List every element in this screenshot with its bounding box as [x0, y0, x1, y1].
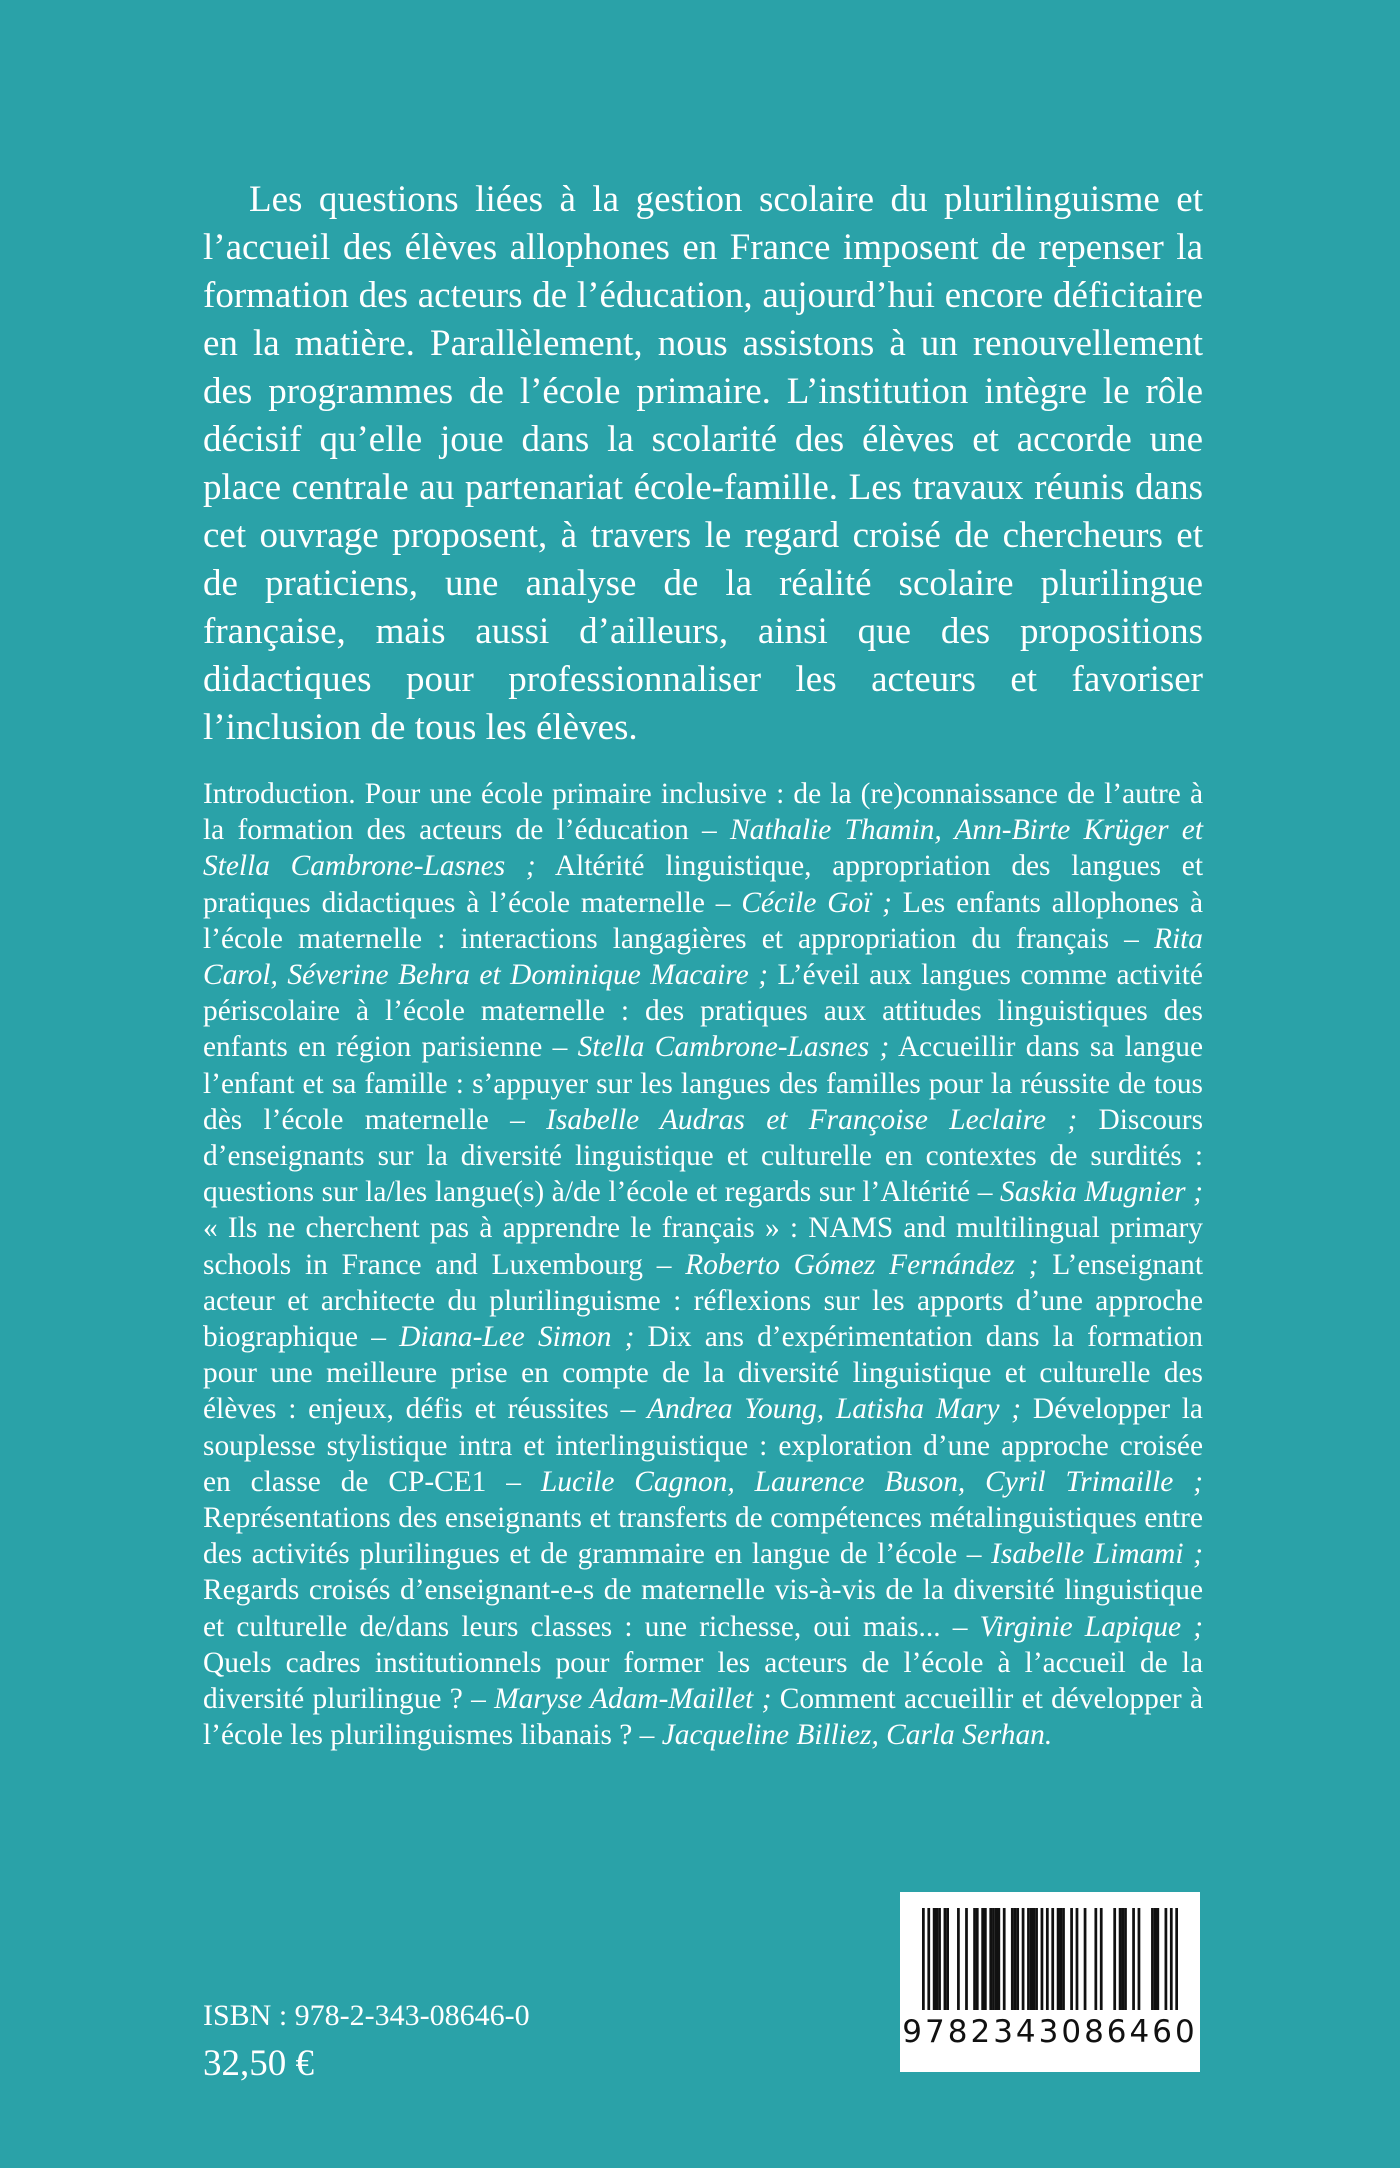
barcode-bar: [1124, 1908, 1127, 2010]
barcode-bar: [933, 1908, 936, 2010]
toc-entry-title: Introduction. Pour une école primaire inclusive : de la (re)connaissance de l’autre à la formation des acteurs de l’éducation –: [203, 778, 1203, 847]
barcode-bar: [1119, 1908, 1122, 2010]
barcode: [900, 1892, 1200, 2072]
barcode-bar: [1035, 1908, 1038, 2010]
barcode-bar: [1113, 1908, 1116, 2010]
toc-entry-title: L’enseignant acteur et architecte du plurilinguisme : réflexions sur les apports d’une approche biographique –: [203, 1248, 1203, 1354]
toc-entry-authors: Saskia Mugnier ;: [1000, 1176, 1203, 1209]
barcode-bar: [1121, 1908, 1124, 2010]
summary-paragraph: Les questions liées à la gestion scolaire du plurilinguisme et l’accueil des élèves allophones en France imposent de repenser la formation des acteurs de l’éducation, aujourd’hui encore déficitaire en la matière. Parallèlement, nous assistons à un renouvellement des programmes de l’école primaire. L’institution intègre le rôle décisif qu’elle joue dans la scolarité des élèves et accorde une place centrale au partenariat école-famille. Les travaux réunis dans cet ouvrage proposent, à travers le regard croisé de chercheurs et de praticiens, une analyse de la réalité scolaire plurilingue française, mais aussi d’ailleurs, ainsi que des propositions didactiques pour professionnaliser les acteurs et favoriser l’inclusion de tous les élèves.: [203, 179, 1203, 748]
barcode-bar: [1165, 1908, 1168, 2010]
barcode-bar: [1062, 1908, 1065, 2010]
barcode-bar: [927, 1908, 930, 2010]
toc-entry-title: Accueillir dans sa langue l’enfant et sa famille : s’appuyer sur les langues des familles pour la réussite de tous dès l’école maternelle –: [203, 1031, 1203, 1136]
toc-entry-authors: Andrea Young, Latisha Mary ;: [647, 1393, 1022, 1426]
barcode-bar: [984, 1908, 987, 2010]
barcode-bar: [997, 1908, 1000, 2010]
toc-entry-title: Altérité linguistique, appropriation des langues et pratiques didactiques à l’école maternelle –: [203, 850, 1203, 919]
barcode-digits: 9782343086460: [902, 2014, 1198, 2050]
toc-entry-authors: Rita Carol, Séverine Behra et Dominique Macaire ;: [203, 922, 1203, 992]
toc-entry-authors: Isabelle Limami ;: [991, 1538, 1203, 1571]
toc-entry-title: Discours d’enseignants sur la diversité linguistique et culturelle en contextes de surdités : questions sur la/les langue(s) à/de l’école et regards sur l’Altérité –: [203, 1103, 1204, 1209]
barcode-bar: [1030, 1908, 1033, 2010]
barcode-bar: [1057, 1908, 1060, 2010]
barcode-bar: [1175, 1908, 1178, 2010]
price-label: 32,50 €: [203, 2043, 314, 2084]
toc-entry-authors: Diana-Lee Simon ;: [399, 1321, 635, 1354]
barcode-bar: [1151, 1908, 1154, 2010]
barcode-bar: [938, 1908, 941, 2010]
barcode-bar: [946, 1908, 949, 2010]
barcode-bar: [1046, 1908, 1049, 2010]
toc-entry-authors: Stella Cambrone-Lasnes ;: [577, 1031, 890, 1064]
toc-entry-authors: Jacqueline Billiez, Carla Serhan.: [661, 1719, 1053, 1752]
toc-entry-title: Quels cadres institutionnels pour former les acteurs de l’école à l’accueil de la diversité plurilingue ? –: [203, 1646, 1203, 1716]
barcode-bar: [1076, 1908, 1079, 2010]
barcode-bar: [1016, 1908, 1019, 2010]
barcode-bar: [935, 1908, 938, 2010]
barcode-bar: [1032, 1908, 1035, 2010]
barcode-bar: [976, 1908, 979, 2010]
barcode-bar: [944, 1908, 947, 2010]
barcode-bar: [973, 1908, 976, 2010]
barcode-bar: [1138, 1908, 1141, 2010]
toc-entry-title: Développer la souplesse stylistique intra et interlinguistique : exploration d’une approche croisée en classe de CP-CE1 –: [203, 1393, 1203, 1498]
barcode-bar: [1059, 1908, 1062, 2010]
barcode-bar: [995, 1908, 998, 2010]
barcode-bar: [1011, 1908, 1014, 2010]
barcode-bar: [1170, 1908, 1173, 2010]
toc-entry-authors: Nathalie Thamin, Ann-Birte Krüger et Stella Cambrone-Lasnes ;: [203, 814, 1203, 883]
toc-entry-title: « Ils ne cherchent pas à apprendre le français » : NAMS and multilingual primary schools in France and Luxembourg –: [203, 1212, 1203, 1281]
barcode-bar: [1014, 1908, 1017, 2010]
barcode-bar: [1070, 1908, 1073, 2010]
barcode-bar: [1100, 1908, 1103, 2010]
toc-entry-authors: Isabelle Audras et Françoise Leclaire ;: [546, 1103, 1078, 1136]
toc-entry-authors: Virginie Lapique ;: [979, 1610, 1203, 1643]
barcode-bar: [981, 1908, 984, 2010]
toc-entry-authors: Maryse Adam-Maillet ;: [494, 1683, 772, 1716]
barcode-bar: [957, 1908, 960, 2010]
barcode-bar: [1156, 1908, 1159, 2010]
toc-entry-title: Dix ans d’expérimentation dans la formation pour une meilleure prise en compte de la diversité linguistique et culturelle des élèves : enjeux, défis et réussites –: [203, 1321, 1203, 1426]
barcode-bar: [1003, 1908, 1006, 2010]
toc-entry-authors: Cécile Goï ;: [741, 886, 892, 919]
toc-entry-authors: Lucile Cagnon, Laurence Buson, Cyril Trimaille ;: [540, 1465, 1203, 1498]
barcode-bar: [1132, 1908, 1135, 2010]
barcode-bar: [1051, 1908, 1054, 2010]
barcode-bars: [922, 1908, 1178, 2010]
toc-entry-authors: Roberto Gómez Fernández ;: [685, 1248, 1039, 1281]
barcode-bar: [922, 1908, 925, 2010]
barcode-bar: [989, 1908, 992, 2010]
toc-entry-title: L’éveil aux langues comme activité périscolaire à l’école maternelle : des pratiques aux attitudes linguistiques des enfants en région parisienne –: [203, 959, 1203, 1064]
barcode-bar: [1094, 1908, 1097, 2010]
barcode-bar: [1041, 1908, 1044, 2010]
barcode-bar: [992, 1908, 995, 2010]
barcode-bar: [1022, 1908, 1025, 2010]
toc-entry-title: Comment accueillir et développer à l’école les plurilinguismes libanais ? –: [203, 1683, 1204, 1752]
barcode-bar: [965, 1908, 968, 2010]
table-of-contents: [203, 776, 1203, 1753]
barcode-bar: [1084, 1908, 1087, 2010]
barcode-bar: [1154, 1908, 1157, 2010]
isbn-label: ISBN : 978-2-343-08646-0: [203, 1999, 530, 2032]
toc-entry-title: Représentations des enseignants et transferts de compétences métalinguistiques entre des activités plurilingues et de grammaire en langue de l’école –: [203, 1502, 1203, 1571]
barcode-bar: [1027, 1908, 1030, 2010]
toc-entry-title: Regards croisés d’enseignant-e-s de maternelle vis-à-vis de la diversité linguistique et culturelle de/dans leurs classes : une richesse, oui mais... –: [203, 1574, 1203, 1643]
toc-entry-title: Les enfants allophones à l’école maternelle : interactions langagières et appropriation du français –: [203, 886, 1203, 955]
